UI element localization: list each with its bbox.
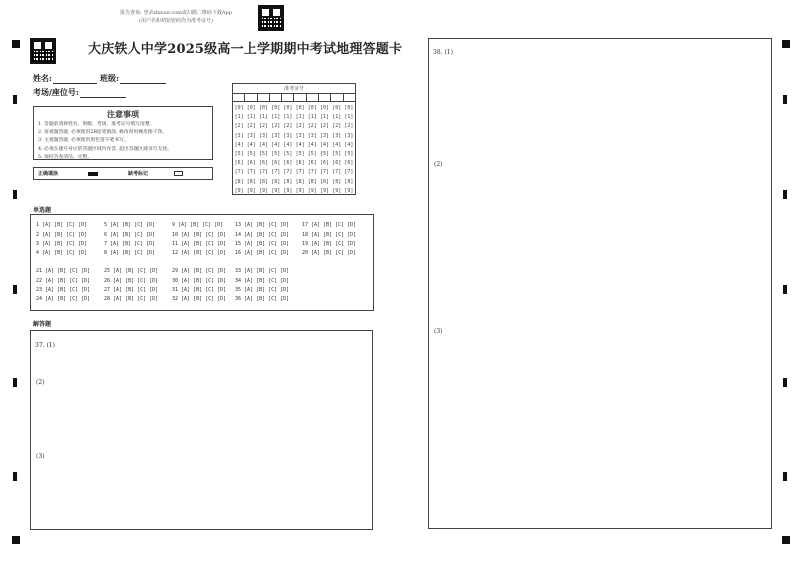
exam-digit-bubble[interactable]: [4] bbox=[271, 141, 281, 148]
exam-digit-bubble[interactable]: [9] bbox=[258, 187, 269, 194]
exam-number-column bbox=[331, 104, 343, 196]
exam-number-write-cell[interactable] bbox=[233, 94, 245, 101]
exam-digit-bubble[interactable]: [4] bbox=[246, 141, 256, 148]
exam-digit-bubble[interactable]: [6] bbox=[332, 160, 342, 167]
exam-digit-bubble[interactable]: [4] bbox=[234, 141, 244, 148]
exam-digit-bubble[interactable]: [5] bbox=[320, 151, 330, 158]
exam-digit-bubble[interactable]: [4] bbox=[320, 141, 330, 148]
exam-digit-bubble[interactable]: [8] bbox=[320, 178, 330, 185]
exam-digit-bubble[interactable]: [2] bbox=[320, 123, 330, 130]
absent-mark-label: 缺考标记 bbox=[128, 171, 149, 177]
notes-line: 4. 必须在题号对应的答题区域内作答, 超出答题区域书写无效。 bbox=[38, 146, 172, 152]
side-mark bbox=[13, 378, 17, 387]
exam-number-write-cell[interactable] bbox=[319, 94, 331, 101]
exam-digit-bubble[interactable]: [5] bbox=[246, 151, 256, 158]
side-mark bbox=[783, 95, 787, 104]
exam-number-grid bbox=[232, 83, 356, 195]
notes-line: 1. 答题前请将姓名、班级、考场、准考证号填写清楚。 bbox=[38, 122, 155, 127]
mc-question-11[interactable]: 11 [A] [B] [C] [D] bbox=[172, 241, 227, 247]
mc-question-8[interactable]: 8 [A] [B] [C] [D] bbox=[104, 250, 156, 256]
exam-digit-bubble[interactable]: [1] bbox=[271, 114, 281, 121]
exam-digit-bubble[interactable]: [8] bbox=[307, 178, 317, 185]
qr-code-icon bbox=[258, 5, 284, 31]
exam-digit-bubble[interactable]: [9] bbox=[320, 187, 330, 194]
mc-question-26[interactable]: 26 [A] [B] [C] [D] bbox=[104, 278, 159, 284]
mc-question-1[interactable]: 1 [A] [B] [C] [D] bbox=[36, 222, 88, 228]
exam-digit-bubble[interactable]: [6] bbox=[283, 160, 293, 167]
exam-digit-bubble[interactable]: [1] bbox=[283, 114, 293, 121]
mc-question-36[interactable]: 36 [A] [B] [C] [D] bbox=[235, 296, 290, 302]
side-mark bbox=[13, 190, 17, 199]
corner-mark-top-left bbox=[12, 40, 20, 48]
notice-line-2: (用户名和初始密码均为准考证号) bbox=[139, 18, 213, 24]
exam-digit-bubble[interactable]: [7] bbox=[332, 169, 342, 176]
exam-digit-bubble[interactable]: [2] bbox=[258, 123, 269, 130]
exam-number-write-cell[interactable] bbox=[344, 94, 355, 101]
name-class-row bbox=[33, 73, 169, 84]
side-mark bbox=[783, 285, 787, 294]
exam-number-column bbox=[282, 104, 294, 196]
mc-question-24[interactable]: 24 [A] [B] [C] [D] bbox=[36, 296, 91, 302]
mc-question-22[interactable]: 22 [A] [B] [C] [D] bbox=[36, 278, 91, 284]
exam-digit-bubble[interactable]: [0] bbox=[246, 105, 256, 111]
exam-digit-bubble[interactable]: [0] bbox=[295, 105, 305, 111]
exam-digit-bubble[interactable]: [2] bbox=[271, 123, 281, 130]
exam-digit-bubble[interactable]: [6] bbox=[258, 160, 269, 167]
exam-digit-bubble[interactable]: [5] bbox=[332, 151, 342, 158]
exam-number-column bbox=[306, 104, 318, 196]
exam-digit-bubble[interactable]: [9] bbox=[271, 187, 281, 194]
exam-digit-bubble[interactable]: [9] bbox=[246, 187, 256, 194]
mc-question-19[interactable]: 19 [A] [B] [C] [D] bbox=[302, 241, 357, 247]
exam-digit-bubble[interactable]: [6] bbox=[344, 160, 354, 167]
mc-question-20[interactable]: 20 [A] [B] [C] [D] bbox=[302, 250, 357, 256]
exam-digit-bubble[interactable]: [7] bbox=[307, 169, 317, 176]
exam-digit-bubble[interactable]: [0] bbox=[234, 105, 244, 111]
exam-digit-bubble[interactable]: [7] bbox=[283, 169, 293, 176]
exam-digit-bubble[interactable]: [8] bbox=[258, 178, 269, 185]
exam-digit-bubble[interactable]: [6] bbox=[246, 160, 256, 167]
name-label: 姓名: bbox=[33, 73, 52, 83]
report-query-notice bbox=[110, 9, 242, 25]
exam-digit-bubble[interactable]: [9] bbox=[344, 187, 354, 194]
exam-digit-bubble[interactable]: [9] bbox=[307, 187, 317, 194]
exam-digit-bubble[interactable]: [1] bbox=[258, 114, 269, 121]
exam-digit-bubble[interactable]: [1] bbox=[320, 114, 330, 121]
notes-line: 3. 主观题答题, 必须使用黑色签字笔书写。 bbox=[38, 138, 129, 144]
exam-digit-bubble[interactable]: [1] bbox=[246, 114, 256, 121]
exam-digit-bubble[interactable]: [0] bbox=[258, 105, 269, 111]
seat-row bbox=[33, 87, 129, 98]
mc-question-18[interactable]: 18 [A] [B] [C] [D] bbox=[302, 232, 357, 238]
exam-number-column bbox=[318, 104, 330, 196]
exam-number-write-row bbox=[233, 94, 355, 102]
side-mark bbox=[13, 472, 17, 481]
exam-number-column bbox=[233, 104, 245, 196]
exam-digit-bubble[interactable]: [2] bbox=[307, 123, 317, 130]
side-mark bbox=[783, 472, 787, 481]
exam-digit-bubble[interactable]: [5] bbox=[234, 151, 244, 158]
mc-question-34[interactable]: 34 [A] [B] [C] [D] bbox=[235, 278, 290, 284]
mc-question-16[interactable]: 16 [A] [B] [C] [D] bbox=[235, 250, 290, 256]
exam-digit-bubble[interactable]: [3] bbox=[295, 132, 305, 139]
mc-question-10[interactable]: 10 [A] [B] [C] [D] bbox=[172, 232, 227, 238]
exam-digit-bubble[interactable]: [8] bbox=[344, 178, 354, 185]
notes-line: 2. 客观题答题, 必须使用2B铅笔填涂, 修改时用橡皮擦干净。 bbox=[38, 130, 168, 136]
exam-digit-bubble[interactable]: [0] bbox=[332, 105, 342, 111]
exam-number-column bbox=[294, 104, 306, 196]
exam-digit-bubble[interactable]: [8] bbox=[295, 178, 305, 185]
class-field[interactable] bbox=[120, 75, 166, 84]
exam-digit-bubble[interactable]: [9] bbox=[234, 187, 244, 194]
mc-question-32[interactable]: 32 [A] [B] [C] [D] bbox=[172, 296, 227, 302]
q38-part3-label: (3) bbox=[434, 328, 443, 335]
fill-example-box bbox=[33, 167, 213, 180]
exam-digit-bubble[interactable]: [6] bbox=[295, 160, 305, 167]
exam-number-write-cell[interactable] bbox=[331, 94, 343, 101]
exam-digit-bubble[interactable]: [7] bbox=[295, 169, 305, 176]
exam-digit-bubble[interactable]: [6] bbox=[320, 160, 330, 167]
correct-fill-label: 正确填涂 bbox=[38, 171, 59, 177]
corner-mark-bottom-left bbox=[12, 536, 20, 544]
exam-digit-bubble[interactable]: [1] bbox=[234, 114, 244, 121]
corner-mark-bottom-right bbox=[782, 536, 790, 544]
exam-digit-bubble[interactable]: [7] bbox=[234, 169, 244, 176]
exam-number-header: 准考证号 bbox=[233, 84, 355, 94]
exam-digit-bubble[interactable]: [7] bbox=[246, 169, 256, 176]
exam-digit-bubble[interactable]: [3] bbox=[344, 132, 354, 139]
mc-question-9[interactable]: 9 [A] [B] [C] [D] bbox=[172, 222, 224, 228]
mc-question-14[interactable]: 14 [A] [B] [C] [D] bbox=[235, 232, 290, 238]
q37-part1-label: 37. (1) bbox=[35, 342, 55, 349]
exam-digit-bubble[interactable]: [5] bbox=[307, 151, 317, 158]
exam-digit-bubble[interactable]: [1] bbox=[307, 114, 317, 121]
student-qr-code-icon bbox=[30, 38, 56, 64]
exam-number-column bbox=[245, 104, 257, 196]
exam-digit-bubble[interactable]: [2] bbox=[344, 123, 354, 130]
exam-digit-bubble[interactable]: [3] bbox=[283, 132, 293, 139]
name-field[interactable] bbox=[53, 75, 97, 84]
mc-question-4[interactable]: 4 [A] [B] [C] [D] bbox=[36, 250, 88, 256]
exam-digit-bubble[interactable]: [2] bbox=[283, 123, 293, 130]
exam-number-column bbox=[270, 104, 282, 196]
mc-question-6[interactable]: 6 [A] [B] [C] [D] bbox=[104, 232, 156, 238]
exam-digit-bubble[interactable]: [2] bbox=[295, 123, 305, 130]
exam-number-write-cell[interactable] bbox=[270, 94, 282, 101]
exam-digit-bubble[interactable]: [4] bbox=[307, 141, 317, 148]
mc-question-15[interactable]: 15 [A] [B] [C] [D] bbox=[235, 241, 290, 247]
side-mark bbox=[783, 378, 787, 387]
exam-number-bubbles bbox=[233, 102, 355, 196]
page-title: 大庆铁人中学2025级高一上学期期中考试地理答题卡 bbox=[88, 42, 403, 57]
exam-digit-bubble[interactable]: [8] bbox=[246, 178, 256, 185]
exam-digit-bubble[interactable]: [8] bbox=[271, 178, 281, 185]
mc-question-7[interactable]: 7 [A] [B] [C] [D] bbox=[104, 241, 156, 247]
exam-digit-bubble[interactable]: [0] bbox=[307, 105, 317, 111]
exam-digit-bubble[interactable]: [8] bbox=[332, 178, 342, 185]
mc-question-23[interactable]: 23 [A] [B] [C] [D] bbox=[36, 287, 91, 293]
mc-question-2[interactable]: 2 [A] [B] [C] [D] bbox=[36, 232, 88, 238]
side-mark bbox=[783, 190, 787, 199]
q38-part2-label: (2) bbox=[434, 161, 443, 168]
exam-digit-bubble[interactable]: [3] bbox=[332, 132, 342, 139]
q37-part2-label: (2) bbox=[36, 379, 45, 386]
exam-digit-bubble[interactable]: [4] bbox=[332, 141, 342, 148]
exam-digit-bubble[interactable]: [7] bbox=[271, 169, 281, 176]
exam-digit-bubble[interactable]: [4] bbox=[283, 141, 293, 148]
exam-number-write-cell[interactable] bbox=[307, 94, 319, 101]
seat-label: 考场/座位号: bbox=[33, 87, 79, 97]
mc-question-12[interactable]: 12 [A] [B] [C] [D] bbox=[172, 250, 227, 256]
correct-fill-sample bbox=[88, 172, 98, 176]
exam-digit-bubble[interactable]: [5] bbox=[271, 151, 281, 158]
class-label: 班级: bbox=[99, 73, 119, 83]
exam-number-column bbox=[257, 104, 269, 196]
exam-digit-bubble[interactable]: [6] bbox=[234, 160, 244, 167]
corner-mark-top-right bbox=[782, 40, 790, 48]
mc-question-27[interactable]: 27 [A] [B] [C] [D] bbox=[104, 287, 159, 293]
exam-digit-bubble[interactable]: [6] bbox=[271, 160, 281, 167]
exam-digit-bubble[interactable]: [3] bbox=[258, 132, 269, 139]
exam-digit-bubble[interactable]: [4] bbox=[258, 141, 269, 148]
side-mark bbox=[13, 285, 17, 294]
exam-digit-bubble[interactable]: [2] bbox=[246, 123, 256, 130]
exam-digit-bubble[interactable]: [1] bbox=[295, 114, 305, 121]
exam-digit-bubble[interactable]: [8] bbox=[283, 178, 293, 185]
mc-question-13[interactable]: 13 [A] [B] [C] [D] bbox=[235, 222, 290, 228]
mc-question-5[interactable]: 5 [A] [B] [C] [D] bbox=[104, 222, 156, 228]
q38-part1-label: 38. (1) bbox=[433, 49, 453, 56]
mc-question-31[interactable]: 31 [A] [B] [C] [D] bbox=[172, 287, 227, 293]
q37-part3-label: (3) bbox=[36, 453, 45, 460]
exam-digit-bubble[interactable]: [2] bbox=[332, 123, 342, 130]
exam-digit-bubble[interactable]: [6] bbox=[307, 160, 317, 167]
exam-digit-bubble[interactable]: [9] bbox=[295, 187, 305, 194]
mc-question-35[interactable]: 35 [A] [B] [C] [D] bbox=[235, 287, 290, 293]
exam-digit-bubble[interactable]: [7] bbox=[320, 169, 330, 176]
absent-mark-checkbox[interactable] bbox=[174, 171, 183, 176]
mc-section-label: 单选题 bbox=[33, 207, 52, 214]
seat-field[interactable] bbox=[80, 89, 126, 98]
exam-digit-bubble[interactable]: [4] bbox=[344, 141, 354, 148]
notes-title: 注意事项 bbox=[107, 109, 139, 119]
exam-digit-bubble[interactable]: [7] bbox=[258, 169, 269, 176]
mc-question-30[interactable]: 30 [A] [B] [C] [D] bbox=[172, 278, 227, 284]
exam-number-column bbox=[343, 104, 355, 196]
q38-answer-box[interactable] bbox=[428, 38, 772, 529]
exam-digit-bubble[interactable]: [0] bbox=[283, 105, 293, 111]
exam-digit-bubble[interactable]: [5] bbox=[295, 151, 305, 158]
mc-question-28[interactable]: 28 [A] [B] [C] [D] bbox=[104, 296, 159, 302]
exam-number-write-cell[interactable] bbox=[245, 94, 257, 101]
exam-digit-bubble[interactable]: [8] bbox=[234, 178, 244, 185]
exam-digit-bubble[interactable]: [1] bbox=[344, 114, 354, 121]
mc-question-3[interactable]: 3 [A] [B] [C] [D] bbox=[36, 241, 88, 247]
exam-digit-bubble[interactable]: [9] bbox=[332, 187, 342, 194]
notice-line-1: 报告查询: 登录zhixue.com或扫描二维码下载App bbox=[120, 10, 232, 16]
mc-answer-area bbox=[30, 214, 374, 311]
exam-digit-bubble[interactable]: [5] bbox=[258, 151, 269, 158]
exam-digit-bubble[interactable]: [0] bbox=[271, 105, 281, 111]
exam-digit-bubble[interactable]: [9] bbox=[283, 187, 293, 194]
exam-number-write-cell[interactable] bbox=[282, 94, 294, 101]
side-mark bbox=[13, 95, 17, 104]
q37-answer-box[interactable] bbox=[30, 330, 373, 530]
mc-question-25[interactable]: 25 [A] [B] [C] [D] bbox=[104, 268, 159, 274]
notes-box bbox=[33, 106, 213, 160]
exam-digit-bubble[interactable]: [5] bbox=[283, 151, 293, 158]
exam-number-write-cell[interactable] bbox=[294, 94, 306, 101]
notes-line: 5. 保持答卷清洁、完整。 bbox=[38, 154, 93, 160]
exam-digit-bubble[interactable]: [0] bbox=[344, 105, 354, 111]
mc-question-17[interactable]: 17 [A] [B] [C] [D] bbox=[302, 222, 357, 228]
mc-question-29[interactable]: 29 [A] [B] [C] [D] bbox=[172, 268, 227, 274]
exam-digit-bubble[interactable]: [2] bbox=[234, 123, 244, 130]
free-section-label: 解答题 bbox=[33, 321, 52, 328]
exam-digit-bubble[interactable]: [4] bbox=[295, 141, 305, 148]
exam-digit-bubble[interactable]: [7] bbox=[344, 169, 354, 176]
exam-digit-bubble[interactable]: [1] bbox=[332, 114, 342, 121]
exam-digit-bubble[interactable]: [3] bbox=[320, 132, 330, 139]
mc-question-33[interactable]: 33 [A] [B] [C] [D] bbox=[235, 268, 290, 274]
exam-digit-bubble[interactable]: [5] bbox=[344, 151, 354, 158]
exam-digit-bubble[interactable]: [3] bbox=[234, 132, 244, 139]
exam-number-write-cell[interactable] bbox=[258, 94, 270, 101]
exam-digit-bubble[interactable]: [0] bbox=[320, 105, 330, 111]
exam-digit-bubble[interactable]: [3] bbox=[246, 132, 256, 139]
mc-question-21[interactable]: 21 [A] [B] [C] [D] bbox=[36, 268, 91, 274]
exam-digit-bubble[interactable]: [3] bbox=[307, 132, 317, 139]
exam-digit-bubble[interactable]: [3] bbox=[271, 132, 281, 139]
